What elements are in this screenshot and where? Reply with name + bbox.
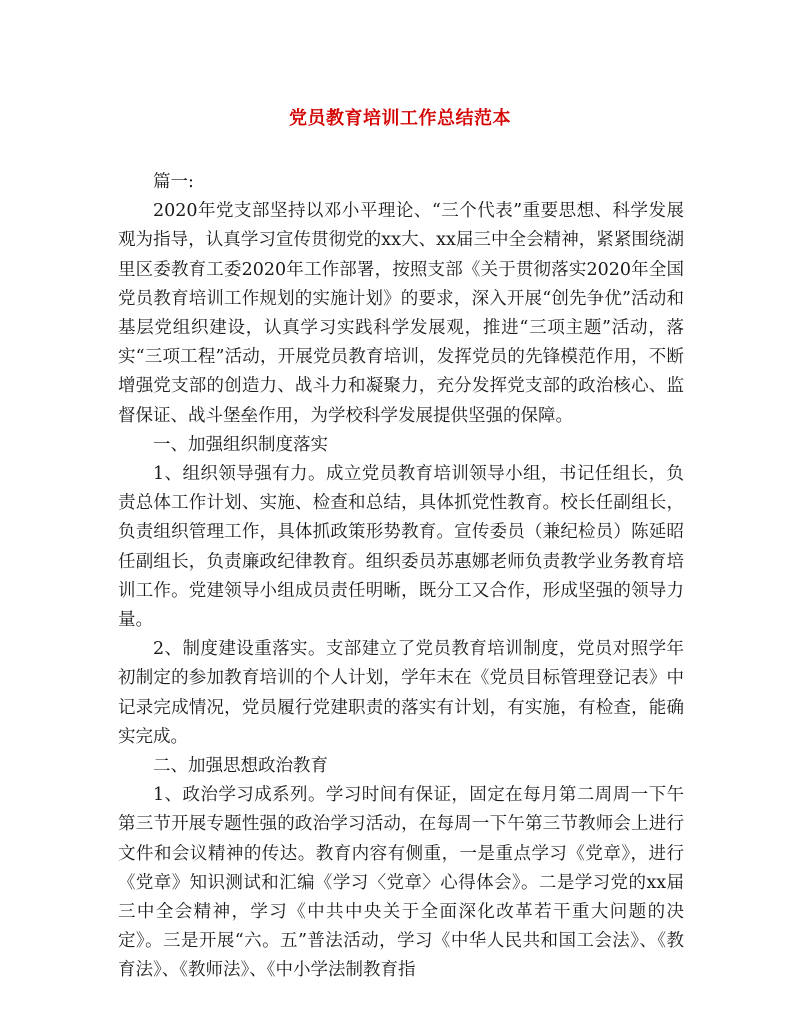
document-title: 党员教育培训工作总结范本	[289, 108, 511, 129]
section-heading-2: 二、加强思想政治教育	[153, 756, 328, 777]
document-body	[118, 168, 684, 986]
section-heading-1: 一、加强组织制度落实	[153, 434, 328, 455]
section-label-part-one: 篇一:	[153, 172, 194, 192]
paragraph-political-study: 1、政治学习成系列。学习时间有保证，固定在每月第二周周一下午第三节开展专题性强的政治学习活动，在每周一下午第三节教师会上进行文件和会议精神的传达。教育内容有侧重，一是重点学习《党章》，进行《党章》知识测试和汇编《学习〈党章〉心得体会》。二是学习党的xx届三中全会精神，学习《中共中央关于全面深化改革若干重大问题的决定》。三是开展“六。五”普法活动，学习《中华人民共和国工会法》、《教育法》、《教师法》、《中小学法制教育指	[118, 785, 684, 981]
intro-paragraph: 2020年党支部坚持以邓小平理论、“三个代表”重要思想、科学发展观为指导，认真学习宣传贯彻党的xx大、xx届三中全会精神，紧紧围绕湖里区委教育工委2020年工作部署，按照支部《关于贯彻落实2020年全国党员教育培训工作规划的实施计划》的要求，深入开展“创先争优”活动和基层党组织建设，认真学习实践科学发展观，推进“三项主题”活动，落实“三项工程”活动，开展党员教育培训，发挥党员的先锋模范作用，不断增强党支部的创造力、战斗力和凝聚力，充分发挥党支部的政治核心、监督保证、战斗堡垒作用，为学校科学发展提供坚强的保障。	[118, 201, 684, 426]
paragraph-organization-leadership: 1、组织领导强有力。成立党员教育培训领导小组，书记任组长，负责总体工作计划、实施、检查和总结，具体抓党性教育。校长任副组长，负责组织管理工作，具体抓政策形势教育。宣传委员（兼纪检员）陈延昭任副组长，负责廉政纪律教育。组织委员苏惠娜老师负责教学业务教育培训工作。党建领导小组成员责任明晰，既分工又合作，形成坚强的领导力量。	[118, 464, 684, 631]
paragraph-system-building: 2、制度建设重落实。支部建立了党员教育培训制度，党员对照学年初制定的参加教育培训的个人计划，学年末在《党员目标管理登记表》中记录完成情况，党员履行党建职责的落实有计划，有实施，有检查，能确实完成。	[118, 639, 684, 747]
